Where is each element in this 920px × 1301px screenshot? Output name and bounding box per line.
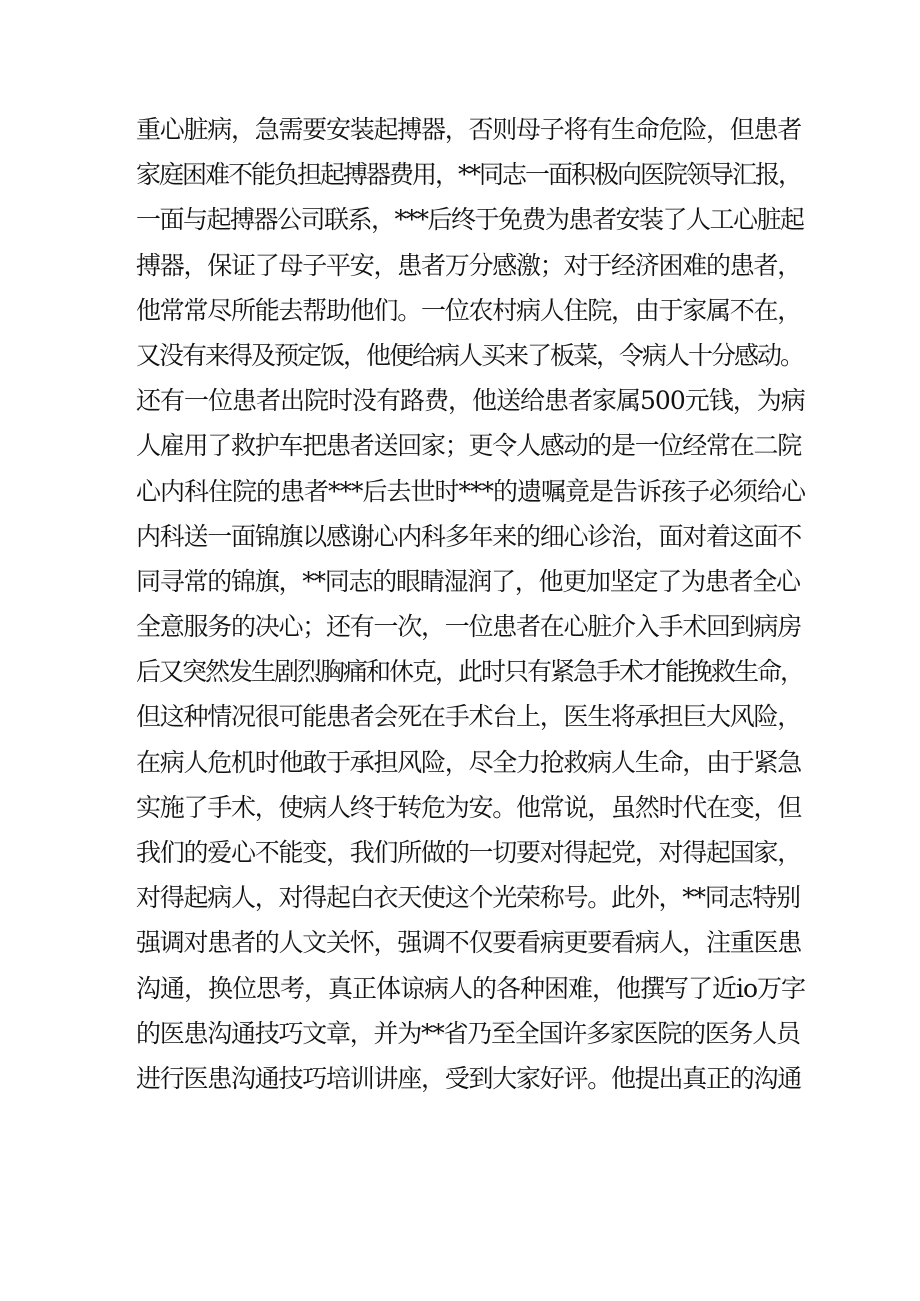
text-line: 重心脏病，急需要安装起搏器，否则母子将有生命危险，但患者 — [136, 115, 802, 144]
text-line: 强调对患者的人文关怀，强调不仅要看病更要看病人，注重医患 — [136, 928, 802, 958]
text-line: 沟通，换位思考，真正体谅病人的各种困难，他撰写了近io万字 — [136, 973, 806, 1003]
text-line: 同寻常的锦旗，**同志的眼睛湿润了，他更加坚定了为患者全心 — [136, 566, 800, 596]
text-line: 人雇用了救护车把患者送回家；更令人感动的是一位经常在二院 — [136, 431, 802, 461]
text-line: 搏器，保证了母子平安，患者万分感激；对于经济困难的患者， — [136, 250, 802, 280]
text-line: 又没有来得及预定饭，他便给病人买来了板菜，令病人十分感动。 — [136, 340, 804, 370]
text-line: 内科送一面锦旗以感谢心内科多年来的细心诊治，面对着这面不 — [136, 521, 802, 551]
text-line: 在病人危机时他敢于承担风险，尽全力抢救病人生命，由于紧急 — [136, 747, 802, 777]
text-line: 对得起病人，对得起白衣天使这个光荣称号。此外，**同志特别 — [136, 883, 800, 913]
text-line: 全意服务的决心；还有一次，一位患者在心脏介入手术回到病房 — [136, 612, 802, 642]
text-line: 后又突然发生剧烈胸痛和休克，此时只有紧急手术才能挽救生命， — [136, 657, 804, 687]
text-line: 我们的爱心不能变，我们所做的一切要对得起党，对得起国家， — [136, 838, 802, 867]
text-line: 家庭困难不能负担起搏器费用，**同志一面积极向医院领导汇报， — [136, 160, 802, 190]
text-line: 心内科住院的患者***后去世时***的遗嘱竟是告诉孩子必须给心 — [136, 476, 806, 506]
body-text — [136, 107, 806, 1101]
text-line: 他常常尽所能去帮助他们。一位农村病人住院，由于家属不在， — [136, 295, 802, 325]
text-line: 实施了手术，使病人终于转危为安。他常说，虽然时代在变，但 — [136, 792, 802, 822]
text-line: 一面与起搏器公司联系，***后终于免费为患者安装了人工心脏起 — [136, 205, 804, 235]
text-line: 但这种情况很可能患者会死在手术台上，医生将承担巨大风险， — [136, 702, 802, 732]
text-line: 进行医患沟通技巧培训讲座，受到大家好评。他提出真正的沟通 — [136, 1063, 802, 1093]
text-line: 的医患沟通技巧文章，并为**省乃至全国许多家医院的医务人员 — [136, 1018, 800, 1048]
text-line: 还有一位患者出院时没有路费，他送给患者家属500元钱，为病 — [136, 386, 805, 416]
